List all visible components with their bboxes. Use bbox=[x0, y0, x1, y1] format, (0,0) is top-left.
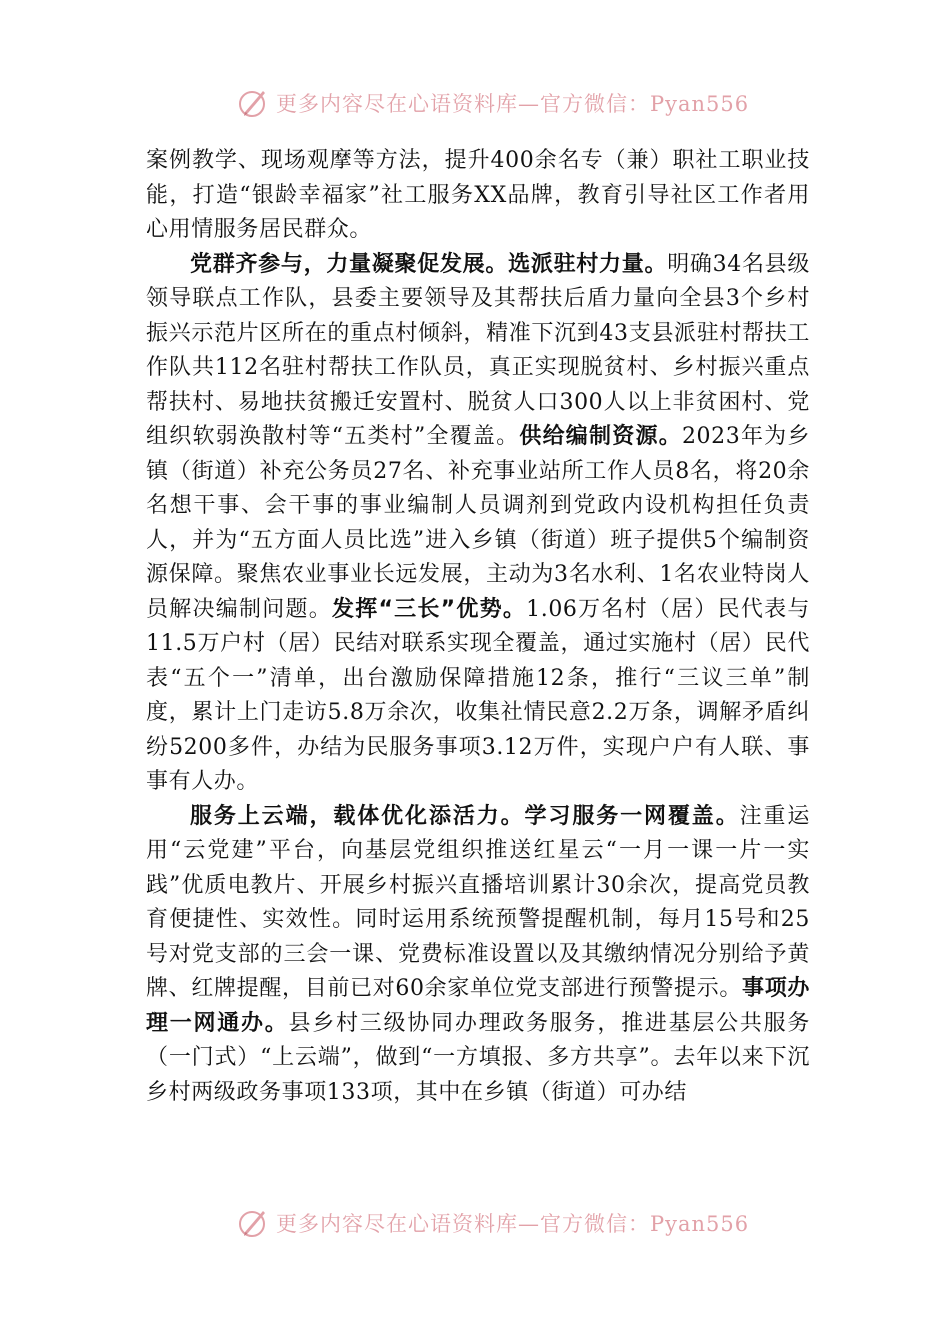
paragraph bbox=[146, 248, 810, 800]
section-heading: 党群齐参与，力量凝聚促发展。选派驻村力量。 bbox=[190, 251, 668, 277]
subsection-heading: 事项办理一网通办。 bbox=[146, 976, 810, 1036]
text-run: 县乡村三级协同办理政务服务，推进基层公共服务（一门式）“上云端”，做到“一方填报、多方共享”。去年以来下沉乡村两级政务事项133项，其中在乡镇（街道）可办结 bbox=[146, 1010, 810, 1105]
text-run: 案例教学、现场观摩等方法，提升400余名专（兼）职社工职业技能，打造“银龄幸福家”社工服务XX品牌，教育引导社区工作者用心用情服务居民群众。 bbox=[146, 148, 810, 242]
watermark-header bbox=[236, 86, 749, 120]
text-run: 1.06万名村（居）民代表与11.5万户村（居）民结对联系实现全覆盖，通过实施村（居）民代表“五个一”清单，出台激励保障措施12条，推行“三议三单”制度，累计上门走访5.8万余次，收集社情民意2.2万条，调解矛盾纠纷5200多件，办结为民服务事项3.12万件，实现户户有人联、事事有人办。 bbox=[146, 596, 810, 794]
paragraph bbox=[146, 144, 810, 248]
watermark-text: 更多内容尽在心语资料库—官方微信：Pyan556 bbox=[276, 1212, 750, 1236]
section-heading: 服务上云端，载体优化添活力。学习服务一网覆盖。 bbox=[190, 803, 740, 829]
paragraph bbox=[146, 800, 810, 1111]
subsection-heading: 发挥“三长”优势。 bbox=[331, 596, 527, 622]
body-text bbox=[146, 144, 810, 1110]
pen-logo-icon bbox=[236, 86, 270, 120]
watermark-text: 更多内容尽在心语资料库—官方微信：Pyan556 bbox=[276, 92, 750, 116]
text-run: 注重运用“云党建”平台，向基层党组织推送红星云“一月一课一片一实践”优质电教片、开展乡村振兴直播培训累计30余次，提高党员教育便捷性、实效性。同时运用系统预警提醒机制，每月15号和25号对党支部的三会一课、党费标准设置以及其缴纳情况分别给予黄牌、红牌提醒，目前已对60余家单位党支部进行预警提示。 bbox=[146, 803, 810, 1001]
text-run: 2023年为乡镇（街道）补充公务员27名、补充事业站所工作人员8名，将20余名想干事、会干事的事业编制人员调剂到党政内设机构担任负责人，并为“五方面人员比选”进入乡镇（街道）班子提供5个编制资源保障。聚焦农业事业长远发展，主动为3名水利、1名农业特岗人员解决编制问题。 bbox=[146, 424, 811, 622]
watermark-footer bbox=[236, 1206, 749, 1240]
pen-logo-icon bbox=[236, 1206, 270, 1240]
text-run: 明确34名县级领导联点工作队，县委主要领导及其帮扶后盾力量向全县3个乡村振兴示范片区所在的重点村倾斜，精准下沉到43支县派驻村帮扶工作队共112名驻村帮扶工作队员，真正实现脱贫村、乡村振兴重点帮扶村、易地扶贫搬迁安置村、脱贫人口300人以上非贫困村、党组织软弱涣散村等“五类村”全覆盖。 bbox=[146, 251, 810, 449]
subsection-heading: 供给编制资源。 bbox=[519, 424, 682, 449]
